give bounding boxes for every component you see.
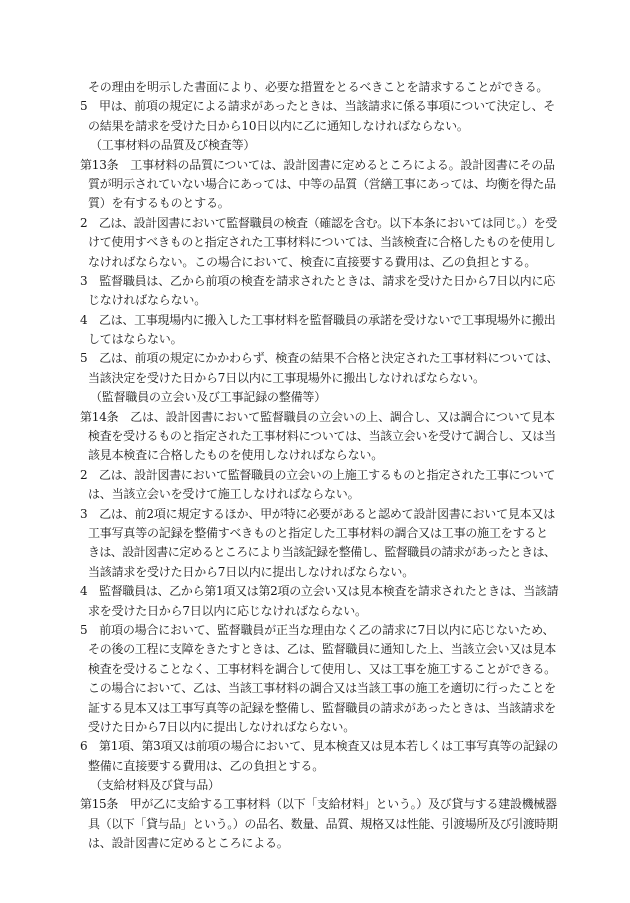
clause-line: 第15条 甲が乙に支給する工事材料（以下「支給材料」という。）及び貸与する建設機械器 (80, 797, 557, 812)
clause-line: 5 乙は、前項の規定にかかわらず、検査の結果不合格と決定された工事材料については、 (80, 351, 559, 366)
text-line: の結果を請求を受けた日から10日以内に乙に通知しなければならない。 (88, 118, 469, 133)
text-line: 検査を受けるものと指定された工事材料については、当該立会いを受けて調合し、又は当 (88, 429, 556, 444)
clause-line: 6 第1項、第3項又は前項の場合において、見本検査又は見本若しくは工事写真等の記録の (80, 739, 559, 754)
section-caption: （支給材料及び貸与品） (90, 778, 220, 793)
clause-line: 5 前項の場合において、監督職員が正当な理由なく乙の請求に7日以内に応じないため、 (80, 622, 555, 637)
clause-line: 4 監督職員は、乙から第1項又は第2項の立会い又は見本検査を請求されたときは、当該請 (80, 584, 559, 599)
text-line: 具（以下「貸与品」という。）の品名、数量、品質、規格又は性能、引渡場所及び引渡時期 (88, 816, 558, 831)
text-line: してはならない。 (88, 332, 183, 347)
clause-line: 3 乙は、前2項に規定するほか、甲が特に必要があると認めて設計図書において見本又は (80, 506, 556, 521)
clause-line: 2 乙は、設計図書において監督職員の検査（確認を含む。以下本条においては同じ。）を受 (80, 215, 557, 230)
text-line: 受けた日から7日以内に提出しなければならない。 (88, 719, 356, 734)
text-line: きは、設計図書に定めるところにより当該記録を整備し、監督職員の請求があったときは、 (88, 545, 556, 560)
section-caption: （工事材料の品質及び検査等） (90, 138, 256, 153)
clause-line: 4 乙は、工事現場内に搬入した工事材料を監督職員の承諾を受けないで工事現場外に搬出 (80, 312, 556, 327)
text-line: 整備に直接要する費用は、乙の負担とする。 (88, 758, 325, 773)
text-line: 求を受けた日から7日以内に応じなければならない。 (88, 603, 367, 618)
text-line: 証する見本又は工事写真等の記録を整備し、監督職員の請求があったときは、当該請求を (88, 700, 556, 715)
text-line: じなければならない。 (88, 293, 207, 308)
text-line: けて使用すべきものと指定された工事材料については、当該検査に合格したものを使用し (88, 235, 556, 250)
text-line: なければならない。この場合において、検査に直接要する費用は、乙の負担とする。 (88, 254, 537, 269)
text-line: その後の工程に支障をきたすときは、乙は、監督職員に通知した上、当該立会い又は見本 (88, 642, 557, 657)
text-line: は、当該立会いを受けて施工しなければならない。 (88, 487, 360, 502)
section-caption: （監督職員の立会い及び工事記録の整備等） (90, 390, 327, 405)
text-line: この場合において、乙は、当該工事材料の調合又は当該工事の施工を適切に行ったことを (88, 681, 556, 696)
clause-line: 5 甲は、前項の規定による請求があったときは、当該請求に係る事項について決定し、そ (80, 99, 555, 114)
text-line: 検査を受けることなく、工事材料を調合して使用し、又は工事を施工することができる。 (88, 661, 556, 676)
text-line: 質が明示されていない場合にあっては、中等の品質（営繕工事にあっては、均衡を得た品 (88, 176, 556, 191)
text-line: その理由を明示した書面により、必要な措置をとるべきことを請求することができる。 (88, 80, 549, 94)
text-line: 該見本検査に合格したものを使用しなければならない。 (88, 448, 384, 463)
clause-line: 第14条 乙は、設計図書において監督職員の立会いの上、調合し、又は調合について見本 (80, 409, 555, 424)
text-line: 当該請求を受けた日から7日以内に提出しなければならない。 (88, 564, 415, 579)
clause-line: 3 監督職員は、乙から前項の検査を請求されたときは、請求を受けた日から7日以内に応 (80, 273, 556, 288)
clause-line: 第13条 工事材料の品質については、設計図書に定めるところによる。設計図書にその品 (80, 157, 555, 172)
text-line: 質）を有するものとする。 (88, 196, 230, 211)
text-line: は、設計図書に定めるところによる。 (88, 836, 289, 851)
text-line: 工事写真等の記録を整備すべきものと指定した工事材料の調合又は工事の施工をすると (88, 525, 548, 540)
clause-line: 2 乙は、設計図書において監督職員の立会いの上施工するものと指定された工事について (80, 467, 556, 482)
text-line: 当該決定を受けた日から7日以内に工事現場外に搬出しなければならない。 (88, 370, 485, 385)
document-body (80, 78, 559, 854)
